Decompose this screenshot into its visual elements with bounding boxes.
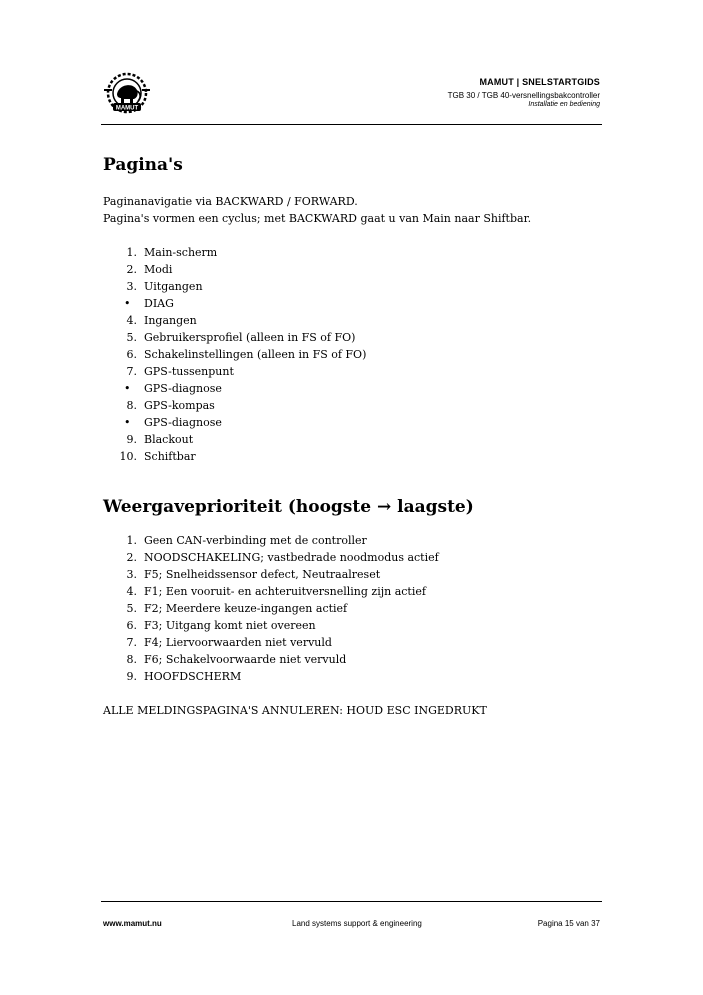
paragraph-navigation: Paginanavigatie via BACKWARD / FORWARD. [103, 195, 358, 208]
heading-display-priority: Weergaveprioriteit (hoogste → laagste) [103, 497, 474, 517]
list-item-text: Schiftbar [144, 450, 196, 463]
list-item-marker: 1. [126, 246, 137, 259]
list-item-text: F1; Een vooruit- en achteruitversnelling zijn actief [144, 585, 426, 598]
list-item-marker: 1. [126, 534, 137, 547]
document-subtitle-secondary: Installatie en bediening [528, 101, 600, 108]
list-item-marker: 9. [126, 433, 137, 446]
list-item-marker: • [124, 297, 131, 310]
list-item-text: Geen CAN-verbinding met de controller [144, 534, 367, 547]
list-item-marker: • [124, 416, 131, 429]
list-item-text: Uitgangen [144, 280, 203, 293]
heading-pages: Pagina's [103, 155, 183, 175]
list-item-text: F2; Meerdere keuze-ingangen actief [144, 602, 348, 615]
list-item-marker: • [124, 382, 131, 395]
list-item-text: GPS-tussenpunt [144, 365, 234, 378]
list-item-marker: 7. [126, 365, 137, 378]
footer-tagline: Land systems support & engineering [292, 919, 422, 928]
list-item-text: Schakelinstellingen (alleen in FS of FO) [144, 348, 367, 361]
list-item-text: Ingangen [144, 314, 197, 327]
mamut-logo [100, 70, 154, 116]
list-item-text: F5; Snelheidssensor defect, Neutraalreset [144, 568, 381, 581]
list-item-marker: 3. [126, 280, 137, 293]
list-item-text: Modi [144, 263, 173, 276]
header-divider [101, 124, 602, 125]
list-item-text: F3; Uitgang komt niet overeen [144, 619, 316, 632]
list-item-marker: 2. [126, 263, 137, 276]
paragraph-cycle: Pagina's vormen een cyclus; met BACKWARD gaat u van Main naar Shiftbar. [103, 212, 532, 225]
list-item-marker: 5. [126, 602, 137, 615]
list-item-text: F6; Schakelvoorwaarde niet vervuld [144, 653, 347, 666]
cancel-note: ALLE MELDINGSPAGINA'S ANNULEREN: HOUD ESC INGEDRUKT [103, 704, 487, 717]
document-subtitle: TGB 30 / TGB 40-versnellingsbakcontroller [447, 91, 600, 100]
footer-page-number: Pagina 15 van 37 [537, 919, 600, 928]
svg-text:MAMUT: MAMUT [115, 105, 139, 112]
list-item-text: Main-scherm [144, 246, 218, 259]
list-item-text: Blackout [144, 433, 194, 446]
list-item-marker: 4. [126, 314, 137, 327]
footer-divider [101, 901, 602, 902]
list-item-marker: 8. [126, 399, 137, 412]
list-item-marker: 10. [119, 450, 137, 463]
list-item-text: Gebruikersprofiel (alleen in FS of FO) [144, 331, 356, 344]
list-item-text: F4; Liervoorwaarden niet vervuld [144, 636, 332, 649]
footer-website: www.mamut.nu [103, 919, 162, 928]
list-item-marker: 3. [126, 568, 137, 581]
document-title: MAMUT | SNELSTARTGIDS [479, 77, 600, 87]
list-item-text: GPS-kompas [144, 399, 215, 412]
list-item-marker: 4. [126, 585, 137, 598]
list-item-text: DIAG [144, 297, 174, 310]
list-item-marker: 9. [126, 670, 137, 683]
list-item-text: GPS-diagnose [144, 416, 222, 429]
list-item-marker: 7. [126, 636, 137, 649]
list-item-text: NOODSCHAKELING; vastbedrade noodmodus actief [144, 551, 439, 564]
list-item-marker: 5. [126, 331, 137, 344]
list-item-text: HOOFDSCHERM [144, 670, 242, 683]
list-item-marker: 8. [126, 653, 137, 666]
list-item-marker: 2. [126, 551, 137, 564]
list-item-text: GPS-diagnose [144, 382, 222, 395]
list-item-marker: 6. [126, 348, 137, 361]
list-item-marker: 6. [126, 619, 137, 632]
